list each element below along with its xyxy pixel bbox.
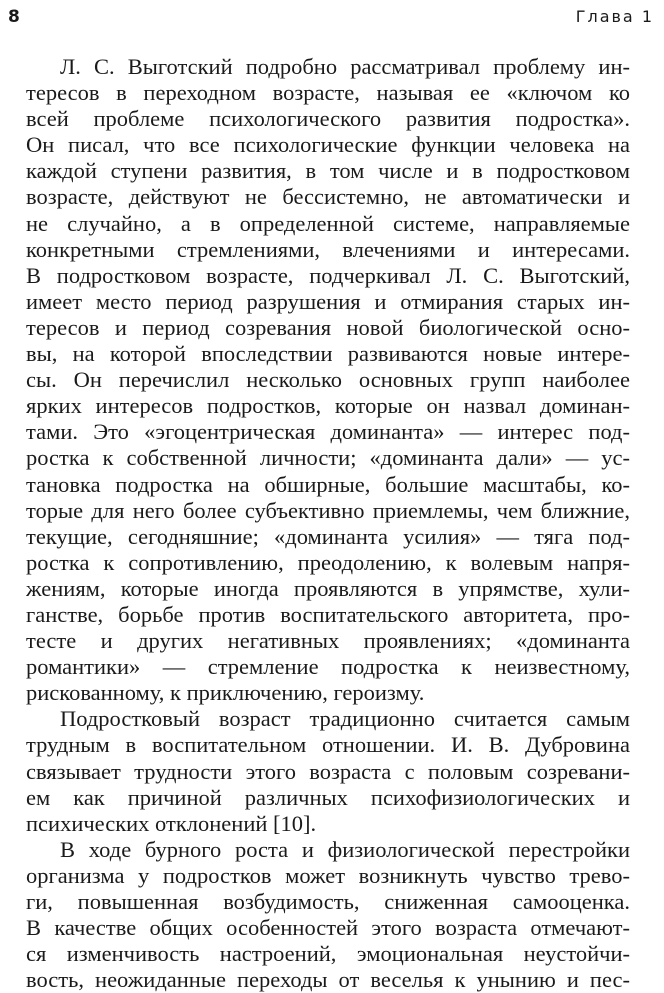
text-line: тесте и других негативных проявлениях; «доминанта (26, 628, 630, 654)
text-line: ем как причиной различных психофизиологических и (26, 784, 630, 810)
text-line: рискованному, к приключению, героизму. (26, 680, 425, 706)
text-line: возрасте, действуют не бессистемно, не автоматически и (26, 184, 630, 210)
running-head-chapter: Глава 1 (575, 7, 654, 26)
text-line: всей проблеме психологического развития подростка». (26, 106, 630, 132)
text-line: организма у подростков может возникнуть чувство трево- (26, 862, 630, 888)
page-number: 8 (8, 7, 20, 27)
text-line: жениям, которые иногда проявляются в упрямстве, хули- (26, 575, 630, 601)
text-line: имеет место период разрушения и отмирания старых ин- (26, 288, 630, 314)
text-line: трудным в воспитательном отношении. И. В. Дубровина (26, 732, 630, 758)
text-line: вы, на которой впоследствии развиваются новые интере- (26, 341, 630, 367)
text-line: ростка к собственной личности; «доминанта дали» — ус- (26, 445, 630, 471)
text-line: вость, неожиданные переходы от веселья к унынию и пес- (26, 967, 630, 993)
text-line: Л. С. Выготский подробно рассматривал проблему ин- (60, 54, 630, 79)
text-line: ганстве, борьбе против воспитательского авторитета, про- (26, 601, 630, 627)
text-line: каждой ступени развития, в том числе и в подростковом (26, 158, 630, 184)
text-line: ся изменчивость настроений, эмоциональная неустойчи- (26, 941, 630, 967)
text-line: тересов в переходном возрасте, называя ее «ключом ко (26, 80, 630, 106)
text-line: ярких интересов подростков, которые он назвал доминан- (26, 393, 630, 419)
text-line: торые для него более субъективно приемлемы, чем ближние, (26, 497, 630, 523)
text-line: тановка подростка на обширные, большие масштабы, ко- (26, 471, 630, 497)
paragraph (26, 706, 630, 836)
text-line: сы. Он перечислил несколько основных групп наиболее (26, 367, 630, 393)
text-line: тересов и период созревания новой биологической осно- (26, 314, 630, 340)
text-line: конкретными стремлениями, влечениями и интересами. (26, 236, 630, 262)
paragraph (26, 54, 630, 706)
page-header (8, 6, 654, 30)
text-line: связывает трудности этого возраста с половым созревани- (26, 758, 630, 784)
text-line: текущие, сегодняшние; «доминанта усилия» — тяга под- (26, 523, 630, 549)
text-line: ростка к сопротивлению, преодолению, к волевым напря- (26, 549, 630, 575)
text-line: тами. Это «эгоцентрическая доминанта» — интерес под- (26, 419, 630, 445)
text-line: Подростковый возраст традиционно считается самым (60, 706, 630, 732)
text-line: не случайно, а в определенной системе, направляемые (26, 210, 630, 236)
text-line: В подростковом возрасте, подчеркивал Л. С. Выготский, (26, 262, 630, 288)
body-text (26, 54, 630, 993)
text-line: В ходе бурного роста и физиологической перестройки (60, 836, 630, 862)
text-line: психических отклонений [10]. (26, 810, 317, 836)
text-line: Он писал, что все психологические функции человека на (26, 132, 630, 158)
text-line: романтики» — стремление подростка к неизвестному, (26, 654, 630, 680)
text-line: ги, повышенная возбудимость, сниженная самооценка. (26, 889, 630, 914)
text-line: В качестве общих особенностей этого возраста отмечают- (26, 915, 630, 941)
